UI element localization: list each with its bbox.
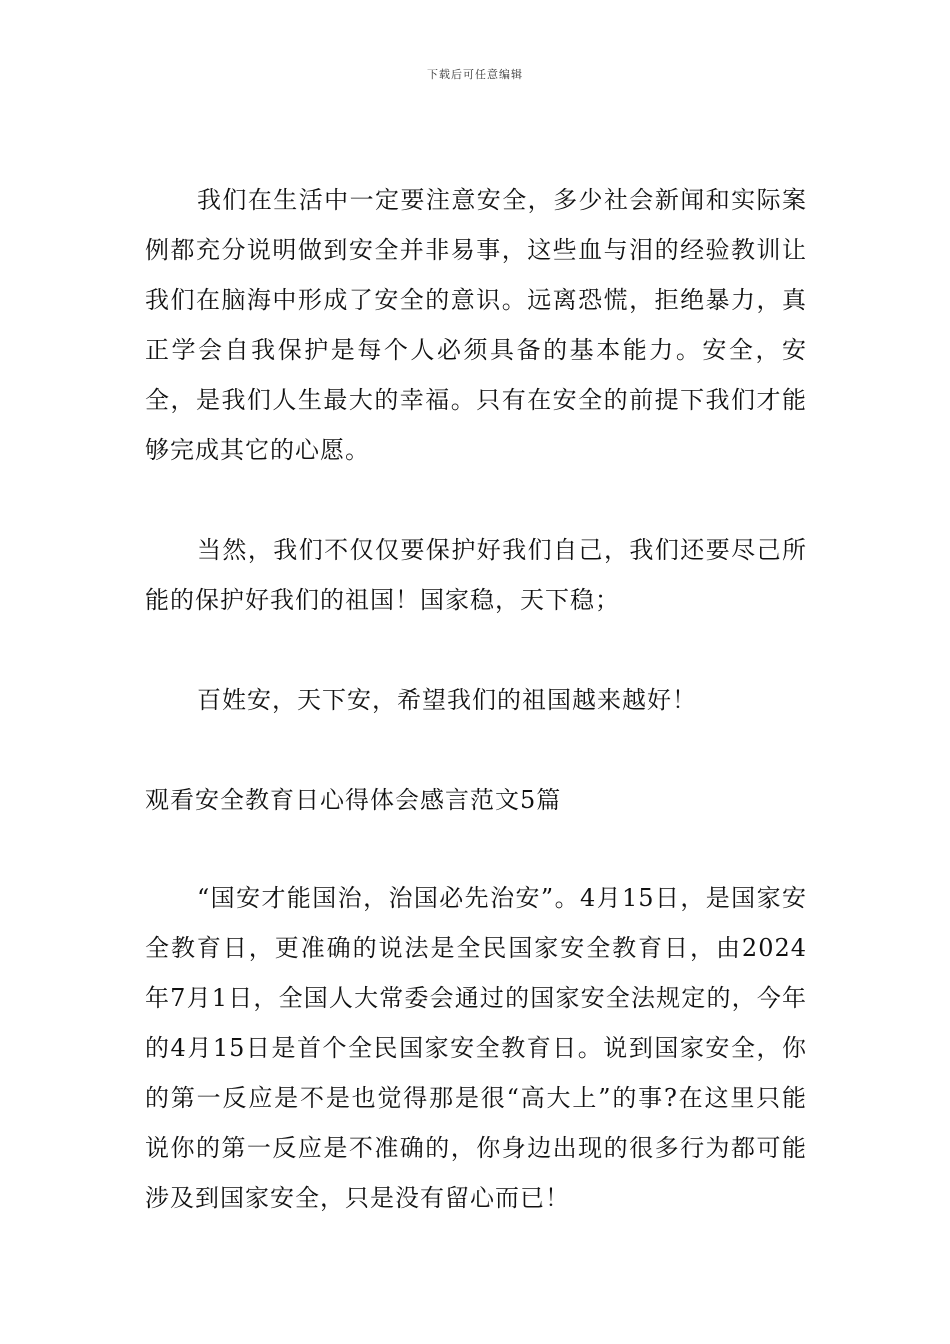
header-note: 下载后可任意编辑 <box>427 68 523 81</box>
paragraph-safety-awareness: 我们在生活中一定要注意安全，多少社会新闻和实际案例都充分说明做到安全并非易事，这些血与泪的经验教训让我们在脑海中形成了安全的意识。远离恐慌，拒绝暴力，真正学会自我保护是每个人必须具备的基本能力。安全，安全，是我们人生最大的幸福。只有在安全的前提下我们才能够完成其它的心愿。 <box>145 186 807 464</box>
paragraph-wish: 百姓安，天下安，希望我们的祖国越来越好！ <box>197 686 697 714</box>
paragraph-protect-motherland: 当然，我们不仅仅要保护好我们自己，我们还要尽己所能的保护好我们的祖国！国家稳，天下稳； <box>145 536 807 614</box>
paragraph-national-security-day: “国安才能国治，治国必先治安”。4月15日，是国家安全教育日，更准确的说法是全民国家安全教育日，由2024年7月1日，全国人大常委会通过的国家安全法规定的，今年的4月15日是首个全民国家安全教育日。说到国家安全，你的第一反应是不是也觉得那是很“高大上”的事?在这里只能说你的第一反应是不准确的，你身边出现的很多行为都可能涉及到国家安全，只是没有留心而已！ <box>145 884 807 1212</box>
section-title: 观看安全教育日心得体会感言范文5篇 <box>145 786 562 814</box>
